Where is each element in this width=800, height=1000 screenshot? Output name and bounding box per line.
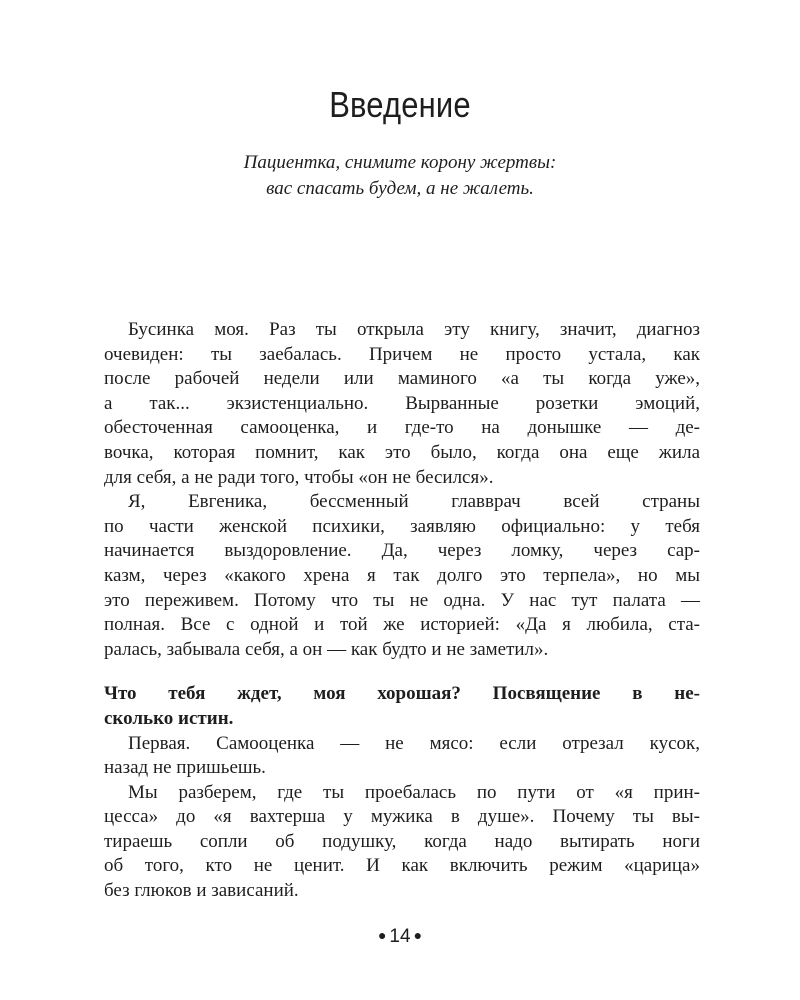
text-line: после рабочей недели или маминого «а ты когда уже», — [104, 368, 700, 390]
text-line: Мы разберем, где ты проебалась по пути от «я прин- — [128, 781, 700, 803]
body-paragraph — [104, 781, 700, 904]
bullet-icon: ● — [413, 927, 423, 943]
bullet-icon: ● — [377, 927, 387, 943]
epigraph — [0, 150, 800, 202]
text-line: без глюков и зависаний. — [104, 880, 299, 902]
epigraph-line: Пациентка, снимите корону жертвы: — [243, 152, 557, 173]
body-paragraph — [104, 732, 700, 781]
text-line: сколько истин. — [104, 707, 234, 729]
text-line: начинается выздоровление. Да, через ломку, через сар- — [104, 540, 700, 562]
text-line: Первая. Самооценка — не мясо: если отрезал кусок, — [128, 732, 700, 754]
body-paragraph — [104, 318, 700, 490]
text-line: Я, Евгеника, бессменный главврач всей страны — [128, 491, 700, 513]
text-line: Бусинка моя. Раз ты открыла эту книгу, значит, диагноз — [128, 319, 700, 340]
page-number-value: 14 — [389, 926, 411, 947]
text-line: Что тебя ждет, моя хорошая? Посвящение в не- — [104, 683, 700, 705]
text-line: по части женской психики, заявляю официально: у тебя — [104, 515, 700, 537]
text-line: тираешь сопли об подушку, когда надо вытирать ноги — [104, 830, 700, 852]
text-line: а так... экзистенциально. Вырванные розетки эмоций, — [104, 392, 700, 414]
text-line: для себя, а не ради того, чтобы «он не бесился». — [104, 466, 494, 488]
text-line: об того, кто не ценит. И как включить режим «царица» — [104, 855, 700, 877]
chapter-title: Введение — [329, 84, 471, 125]
text-line: цесса» до «я вахтерша у мужика в душе». Почему ты вы- — [104, 806, 700, 828]
text-line: ралась, забывала себя, а он — как будто и не заметил». — [104, 638, 549, 660]
text-line: это переживем. Потому что ты не одна. У нас тут палата — — [104, 589, 700, 611]
text-line: очевиден: ты заебалась. Причем не просто устала, как — [104, 343, 700, 365]
text-line: обесточенная самооценка, и где-то на донышке — де- — [104, 417, 700, 439]
section-heading — [104, 682, 700, 731]
text-line: казм, через «какого хрена я так долго это терпела», но мы — [104, 564, 700, 586]
body-text — [104, 318, 700, 904]
epigraph-line: вас спасать будем, а не жалеть. — [266, 178, 534, 199]
text-line: вочка, которая помнит, как это было, когда она еще жила — [104, 441, 700, 463]
body-paragraph — [104, 490, 700, 662]
text-line: полная. Все с одной и той же историей: «Да я любила, ста- — [104, 614, 700, 636]
text-line: назад не пришьешь. — [104, 757, 266, 779]
page-number — [0, 926, 800, 948]
